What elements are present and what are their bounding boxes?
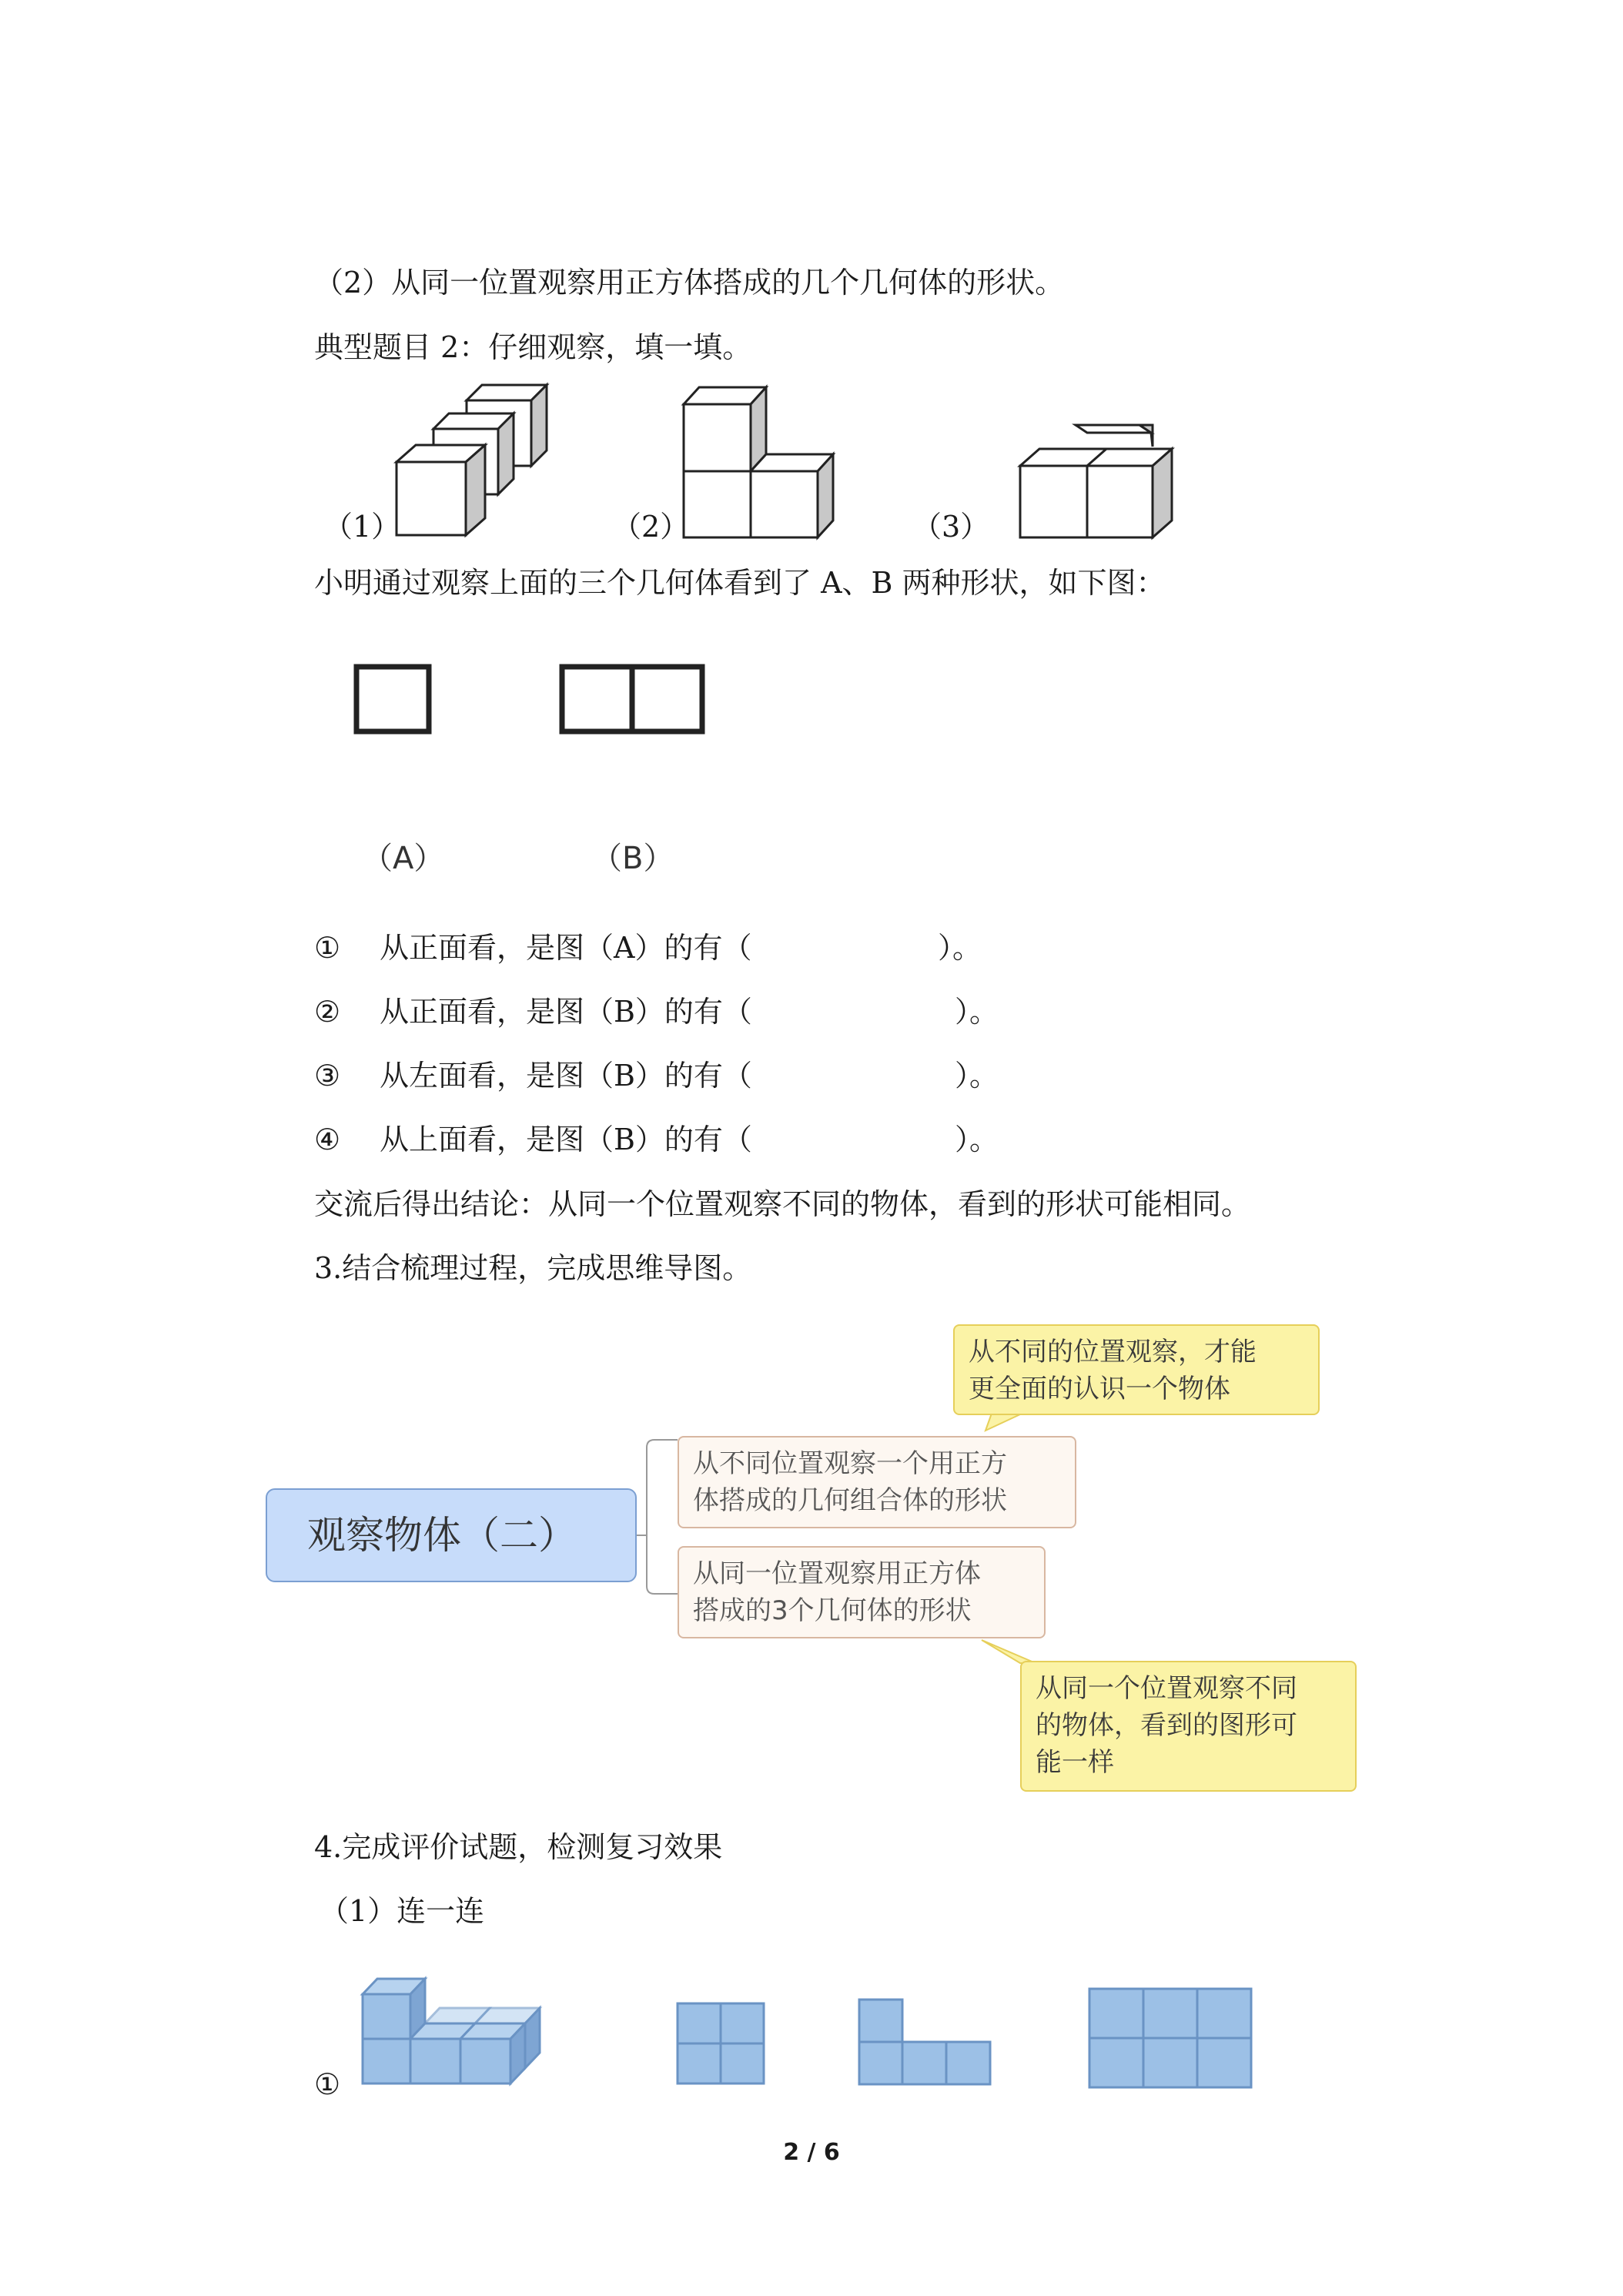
figure-3-cubes — [1020, 425, 1172, 537]
mindmap-note-bottom — [1020, 1661, 1357, 1792]
question-3-close: ）。 — [955, 1059, 999, 1093]
branch-1-line-2: 体搭成的几何组合体的形状 — [693, 1485, 1007, 1516]
figure-label-2: （2） — [612, 510, 690, 544]
figure-1-cubes — [397, 385, 547, 535]
mindmap-branch-1 — [678, 1436, 1076, 1528]
note-top-line-2: 更全面的认识一个物体 — [969, 1374, 1230, 1404]
shape-two-by-two — [678, 2003, 764, 2083]
cube-figures — [323, 377, 1186, 554]
note-bottom-line-1: 从同一个位置观察不同 — [1036, 1673, 1297, 1704]
question-mark-1: ① — [314, 931, 341, 965]
observation-intro: 小明通过观察上面的三个几何体看到了 A、B 两种形状，如下图： — [314, 566, 1166, 600]
figure-label-1: （1） — [323, 510, 401, 544]
question-3-text: 从左面看，是图（B）的有（ — [380, 1059, 752, 1093]
question-1-text: 从正面看，是图（A）的有（ — [380, 931, 752, 965]
section-4-title: 4.完成评价试题，检测复习效果 — [314, 1830, 723, 1864]
note-top-line-1: 从不同的位置观察，才能 — [969, 1337, 1257, 1367]
conclusion-text: 交流后得出结论：从同一个位置观察不同的物体，看到的形状可能相同。 — [314, 1187, 1251, 1221]
shape-label-b: （B） — [591, 841, 674, 876]
figure-2-cubes — [684, 387, 833, 537]
mindmap-root: 观察物体（二） — [266, 1488, 637, 1582]
question-mark-2: ② — [314, 995, 341, 1029]
shape-l-form — [859, 2000, 990, 2084]
question-2-text: 从正面看，是图（B）的有（ — [380, 995, 752, 1029]
match-mark: ① — [314, 2067, 341, 2101]
figure-label-3: （3） — [912, 510, 990, 544]
page-number: 2 / 6 — [783, 2139, 840, 2166]
branch-2-line-2: 搭成的3个几何体的形状 — [693, 1595, 972, 1626]
shape-label-a: （A） — [362, 841, 445, 876]
note-bottom-line-2: 的物体，看到的图形可 — [1036, 1710, 1297, 1741]
mindmap-branch-2 — [678, 1546, 1046, 1638]
note-bottom-line-3: 能一样 — [1036, 1747, 1114, 1778]
branch-1-line-1: 从不同位置观察一个用正方 — [693, 1448, 1007, 1479]
section-3-title: 3.结合梳理过程，完成思维导图。 — [314, 1251, 752, 1285]
question-2-close: ）。 — [955, 995, 999, 1029]
question-1-close: ）。 — [938, 931, 982, 965]
example-title: 典型题目 2：仔细观察，填一填。 — [314, 330, 752, 364]
branch-2-line-1: 从同一位置观察用正方体 — [693, 1558, 981, 1589]
question-4-text: 从上面看，是图（B）的有（ — [380, 1123, 752, 1156]
question-4-close: ）。 — [955, 1123, 999, 1156]
matching-figures — [354, 1956, 1263, 2102]
question-mark-4: ④ — [314, 1123, 341, 1156]
shape-three-by-two — [1089, 1989, 1251, 2087]
mindmap-note-top — [953, 1324, 1320, 1415]
shape-a-square — [356, 667, 429, 731]
blue-cube-assembly — [363, 1979, 540, 2083]
sub-question-title: （1）连一连 — [320, 1894, 485, 1928]
question-mark-3: ③ — [314, 1059, 341, 1093]
view-shapes — [350, 658, 720, 743]
section-subtitle: （2）从同一位置观察用正方体搭成的几个几何体的形状。 — [314, 266, 1065, 300]
